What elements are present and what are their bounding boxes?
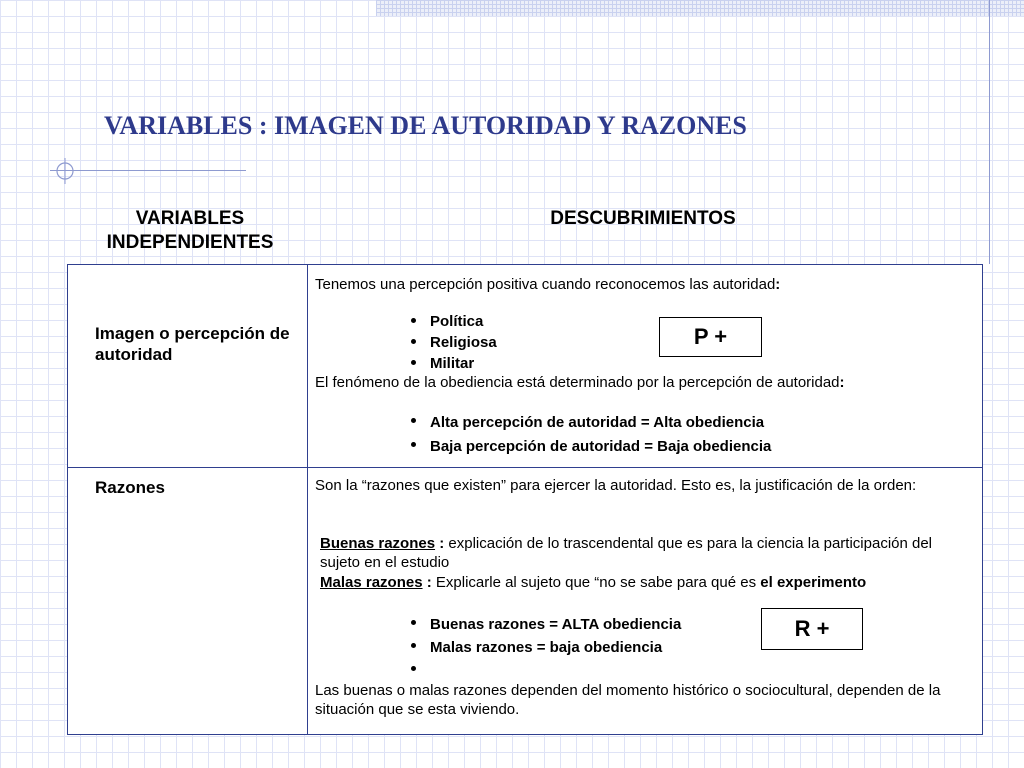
page-title: VARIABLES : IMAGEN DE AUTORIDAD Y RAZONES <box>104 111 747 140</box>
circle-ornament-icon <box>52 158 78 184</box>
reasons-closing-text: Las buenas o malas razones dependen del momento histórico o sociocultural, dependen de la situación que se esta viviendo. <box>315 682 941 718</box>
list-item: Buenas razones = ALTA obediencia <box>408 613 681 636</box>
header-variables-independientes: VARIABLES INDEPENDIENTES <box>106 208 274 253</box>
good-reasons-sep: : <box>435 535 445 552</box>
obedience-statement <box>315 373 955 392</box>
findings-intro-text: Tenemos una percepción positiva cuando reconocemos las autoridad <box>315 276 776 293</box>
table-row <box>68 265 983 468</box>
header-descubrimientos: DESCUBRIMIENTOS <box>550 208 736 229</box>
variables-table <box>67 264 983 735</box>
list-item: Alta percepción de autoridad = Alta obediencia <box>408 411 771 435</box>
findings-cell <box>308 468 983 735</box>
list-item: Militar <box>408 353 497 374</box>
bad-reasons-label: Malas razones <box>320 574 423 591</box>
obedience-statement-text: El fenómeno de la obediencia está determinado por la percepción de autoridad <box>315 374 840 391</box>
title-underline-rule <box>50 170 246 171</box>
perception-obedience-list <box>408 411 771 459</box>
list-item: Religiosa <box>408 332 497 353</box>
good-reasons-text <box>320 534 960 572</box>
r-plus-box: R + <box>761 608 863 650</box>
findings-intro <box>315 275 955 294</box>
bad-reasons-sep: : <box>422 574 432 591</box>
table-row <box>68 468 983 735</box>
good-reasons-label: Buenas razones <box>320 535 436 552</box>
findings-cell <box>308 265 983 468</box>
variable-cell <box>68 468 308 735</box>
variable-cell <box>68 265 308 468</box>
list-item: Baja percepción de autoridad = Baja obediencia <box>408 435 771 459</box>
top-decorative-band <box>376 0 1024 16</box>
list-item: Malas razones = baja obediencia <box>408 636 681 659</box>
reasons-obedience-list <box>408 613 681 659</box>
p-plus-box: P + <box>659 317 762 357</box>
right-guide-line <box>989 0 990 264</box>
reasons-intro: Son la “razones que existen” para ejercer la autoridad. Esto es, la justificación de la orden: <box>315 477 917 494</box>
authority-types-list <box>408 311 497 374</box>
obedience-statement-colon: : <box>839 374 845 391</box>
list-item: Política <box>408 311 497 332</box>
bad-reasons-text <box>320 573 970 592</box>
variable-label-imagen: Imagen o percepción de autoridad <box>95 324 290 364</box>
findings-intro-colon: : <box>775 276 781 293</box>
bad-reasons-desc: Explicarle al sujeto que “no se sabe para qué es <box>431 574 761 591</box>
bad-reasons-emphasis: el experimento <box>760 574 867 591</box>
variable-label-razones: Razones <box>95 478 165 497</box>
good-reasons-desc: explicación de lo trascendental que es para la ciencia la participación del sujeto en el estudio <box>320 535 933 571</box>
